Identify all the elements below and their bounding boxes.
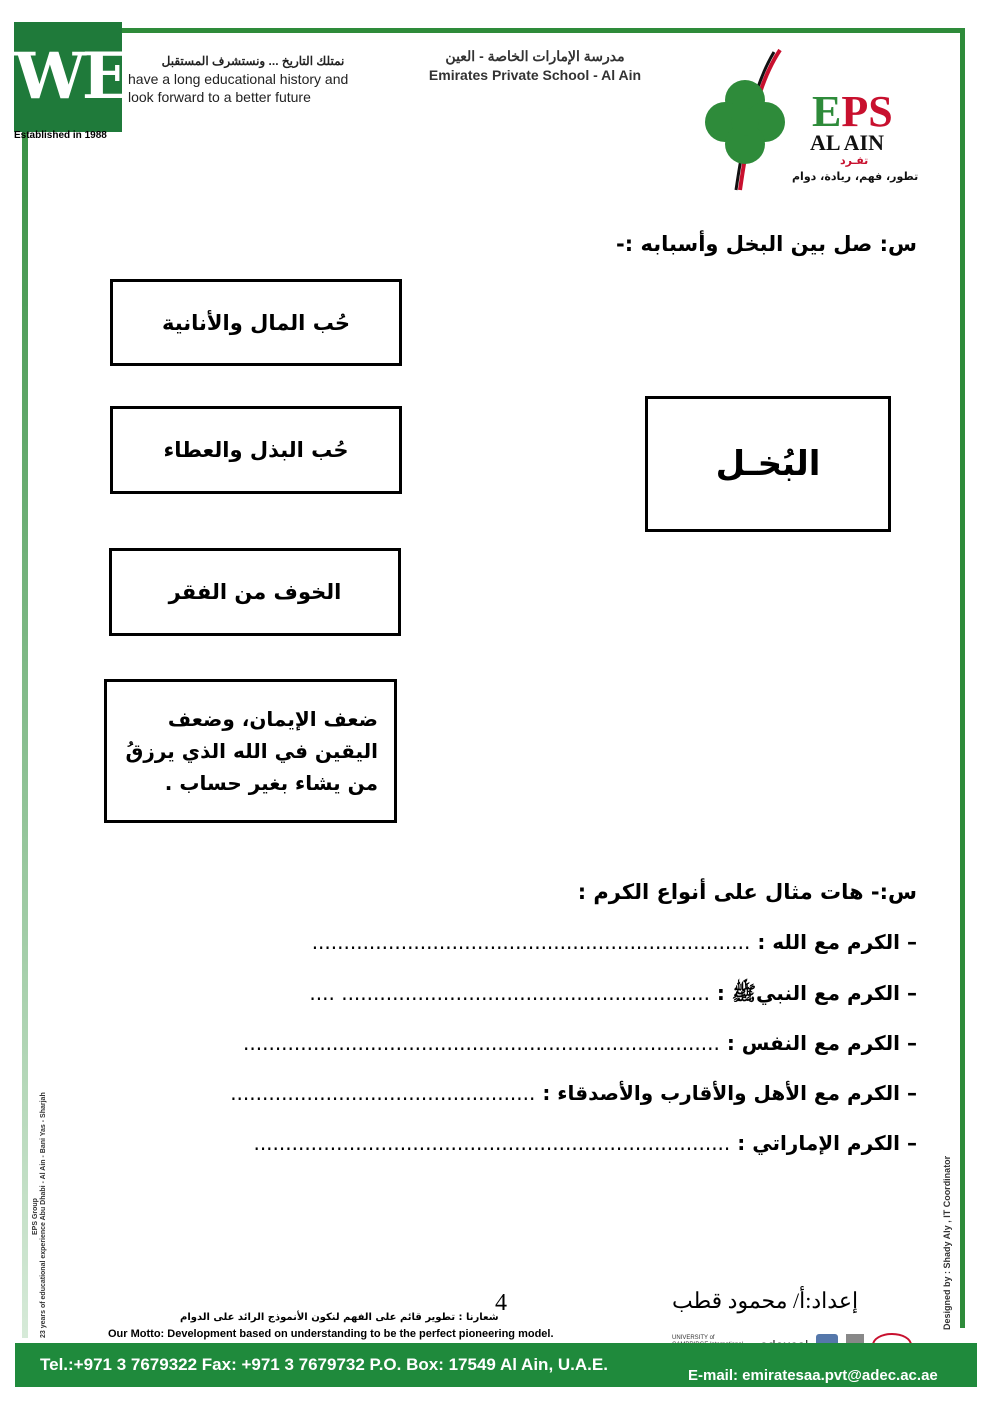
tagline-english-1: have a long educational history and [128, 71, 349, 87]
option-box-3 [109, 548, 401, 636]
side-left-text [6, 1092, 66, 1340]
option-box-2 [110, 406, 402, 494]
answer-line-5: – الكرم الإماراتي : ........................................................................... [253, 1131, 917, 1155]
eps-group-detail: 23 years of educational experience Abu Dhabi - Al Ain - Bani Yas - Sharjah [40, 1092, 47, 1338]
option-box-1 [110, 279, 402, 366]
eps-al-ain-text: AL AIN [810, 130, 884, 155]
side-right-text [942, 1155, 992, 1330]
answer-line-1: – الكرم مع الله : ..................................................................... [311, 930, 917, 954]
motto-english: Our Motto: Development based on understanding to be the perfect pioneering model. [108, 1328, 554, 1340]
answer-line-2: – الكرم مع النبيﷺ : .......................................................... .... [309, 981, 917, 1005]
option-1-text: حُب المال والأنانية [161, 310, 351, 335]
answer-line-4: – الكرم مع الأهل والأقارب والأصدقاء : ................................................ [230, 1081, 917, 1105]
frame-right-border [960, 28, 965, 1328]
eps-slogan-2: تطور، فهم، ريادة، دوام [792, 170, 919, 183]
designer-credit: Designed by : Shady Aly , IT Coordinator [942, 1155, 952, 1330]
tagline [128, 52, 378, 106]
page-number: 4 [495, 1290, 507, 1316]
contact-email: E-mail: emiratesaa.pvt@adec.ac.ae [688, 1367, 938, 1384]
school-name [405, 48, 665, 83]
eps-group-label: EPS Group [32, 1198, 39, 1235]
option-box-4 [104, 679, 397, 823]
eps-slogan-1: تفـرد [840, 154, 869, 167]
main-concept-box [645, 396, 891, 532]
option-3-text: الخوف من الفقر [168, 580, 342, 604]
answer-line-3: – الكرم مع النفس : ........................................................................... [243, 1031, 917, 1055]
contact-phone: Tel.:+971 3 7679322 Fax: +971 3 7679732 P.O. Box: 17549 Al Ain, U.A.E. [40, 1355, 608, 1374]
question-1-title: س: صل بين البخل وأسبابه :- [616, 232, 917, 256]
school-name-arabic: مدرسة الإمارات الخاصة - العين [445, 48, 625, 64]
frame-top-border [120, 28, 965, 33]
question-2-title: س:- هات مثال على أنواع الكرم : [577, 880, 917, 904]
motto-arabic: شعارنا : تطوير قائم على الفهم لنكون الأنموذج الرائد على الدوام [180, 1312, 499, 1323]
we-logo: WE [14, 22, 122, 132]
option-2-text: حُب البذل والعطاء [163, 438, 349, 462]
prepared-by: إعداد:أ/ محمود قطب [672, 1288, 859, 1313]
main-concept-text: البُخـل [715, 444, 821, 484]
cambridge-logo: UNIVERSITY of [672, 1334, 715, 1341]
tagline-english-2: look forward to a better future [128, 89, 311, 105]
tagline-arabic: نمتلك التاريخ ... ونستشرف المستقبل [161, 54, 345, 68]
school-name-english: Emirates Private School - Al Ain [428, 67, 642, 83]
eps-logo-text: EPS [812, 87, 893, 136]
option-4-text: ضعف الإيمان، وضعف اليقين في الله الذي يرزقُ من يشاء بغير حساب . [125, 707, 378, 795]
established-label: Established in 1988 [14, 130, 107, 141]
